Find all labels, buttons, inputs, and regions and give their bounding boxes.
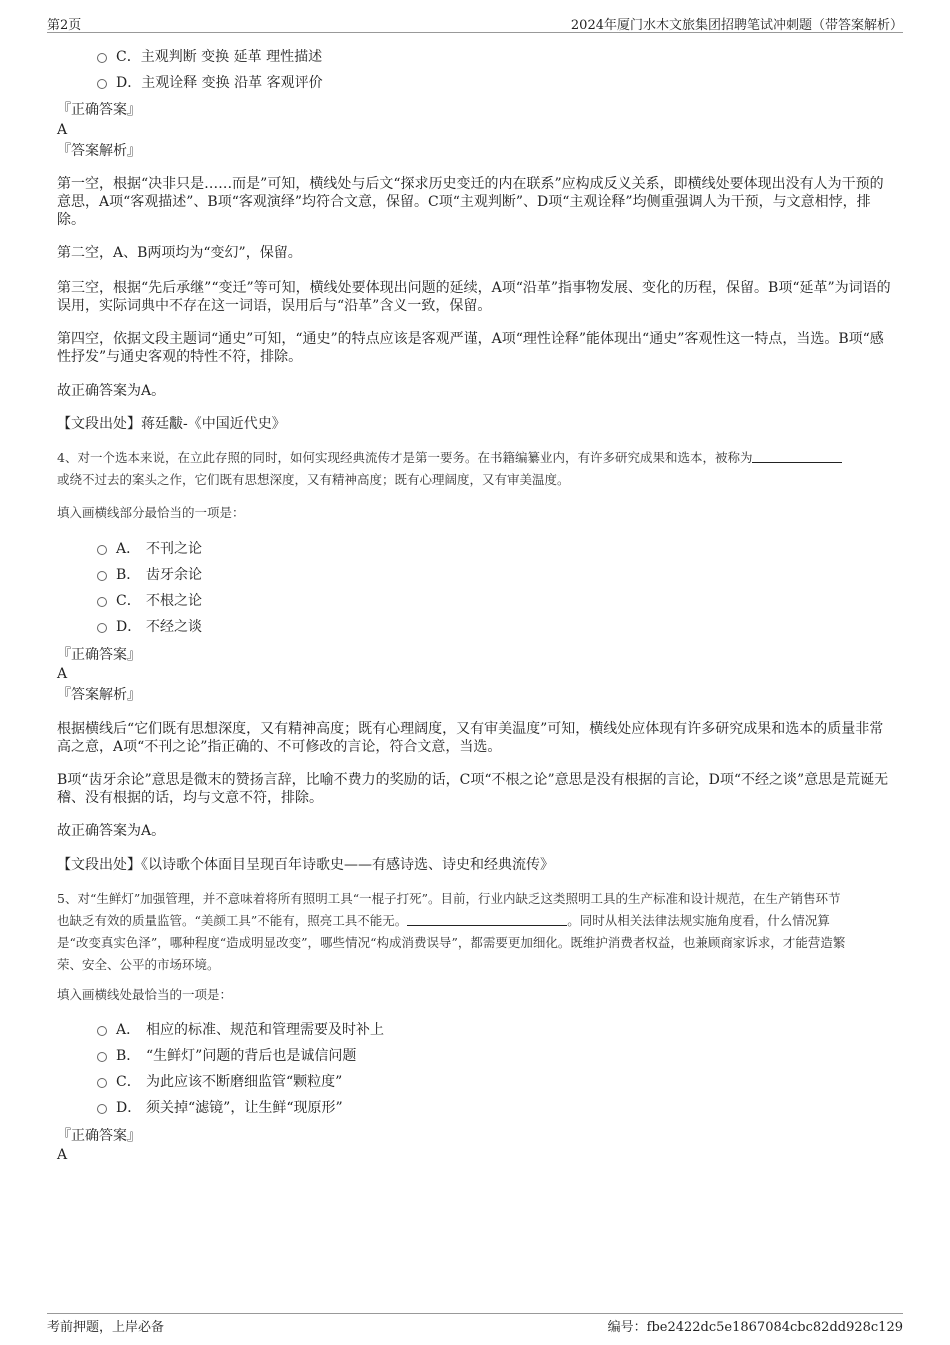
radio-icon[interactable]: [97, 1078, 107, 1088]
q4-source: 【文段出处】《以诗歌个体面目呈现百年诗歌史——有感诗选、诗史和经典流传》: [57, 857, 554, 873]
radio-icon[interactable]: [97, 571, 107, 581]
q5-answer-label: 『正确答案』: [57, 1128, 141, 1144]
q4-stem: 4、对一个选本来说，在立此存照的同时，如何实现经典流传才是第一要务。在书籍编纂业内，有许多研究成果和选本，被称为 或绕不过去的案头之作，它们既有思想深度，又有精神高度；既有心理阔度，又有审美温度。: [57, 447, 897, 491]
radio-icon[interactable]: [97, 1104, 107, 1114]
q5-option-c[interactable]: C． 为此应该不断磨细监管“颗粒度”: [97, 1072, 342, 1092]
q3-analysis-p4: 第四空，依据文段主题词“通史”可知，“通史”的特点应该是客观严谨，A项“理性诠释”能体现出“通史”客观性这一特点，当选。B项“感性抒发”与通史客观的特性不符，排除。: [57, 331, 884, 365]
page-footer: [47, 1313, 903, 1334]
q4-option-d[interactable]: D． 不经之谈: [97, 617, 202, 637]
q5-prompt: 填入画横线处最恰当的一项是：: [57, 987, 233, 1002]
q5-stem: 5、对“生鲜灯”加强管理，并不意味着将所有照明工具“一棍子打死”。目前，行业内缺乏这类照明工具的生产标准和设计规范，在生产销售环节 也缺乏有效的质量监管。“美颜工具”不能有，照亮工具不能无。 。同时从相关法律法规实施角度看，什么情况算 是“改变真实色泽”，哪种程度“造成明显改变”，哪些情况“构成消费误导”，都需要更加细化。既维护消费者权益，也兼顾商家诉求，才能营造繁 荣、安全、公平的市场环境。: [57, 891, 846, 972]
q5-blank: [407, 913, 567, 926]
footer-slogan: 考前押题，上岸必备: [47, 1320, 165, 1335]
q5-option-d[interactable]: D． 须关掉“滤镜”，让生鲜“现原形”: [97, 1098, 343, 1118]
q4-option-c[interactable]: C． 不根之论: [97, 591, 202, 611]
footer-serial: 编号：fbe2422dc5e1867084cbc82dd928c129: [607, 1320, 903, 1335]
q3-analysis-p1: 第一空，根据“决非只是……而是”可知，横线处与后文“探求历史变迁的内在联系”应构成反义关系，即横线处要体现出没有人为干预的意思，A项“客观描述”、B项“客观演绎”均符合文意，保留。C项“主观判断”、D项“主观诠释”均侧重强调人为干预，与文意相悖，排除。: [57, 176, 884, 228]
radio-icon[interactable]: [97, 1052, 107, 1062]
q3-option-c[interactable]: C．主观判断 变换 延革 理性描述: [97, 47, 322, 67]
q3-analysis-label: 『答案解析』: [57, 143, 141, 159]
page-number: 第2页: [47, 18, 82, 33]
radio-icon[interactable]: [97, 597, 107, 607]
q4-analysis-p1: 根据横线后“它们既有思想深度，又有精神高度；既有心理阔度，又有审美温度”可知，横线处应体现有许多研究成果和选本的质量非常高之意，A项“不刊之论”指正确的、不可修改的言论，符合文意，当选。: [57, 721, 884, 755]
q4-blank: [752, 450, 842, 463]
q3-answer-label: 『正确答案』: [57, 102, 141, 118]
q4-prompt: 填入画横线部分最恰当的一项是：: [57, 505, 245, 520]
q3-option-d[interactable]: D．主观诠释 变换 沿革 客观评价: [97, 73, 323, 93]
radio-icon[interactable]: [97, 545, 107, 555]
q4-analysis-label: 『答案解析』: [57, 687, 141, 703]
document-title: 2024年厦门水木文旅集团招聘笔试冲刺题（带答案解析）: [570, 18, 903, 33]
q3-source: 【文段出处】蒋廷黻-《中国近代史》: [57, 416, 286, 432]
radio-icon[interactable]: [97, 1026, 107, 1036]
q5-option-b[interactable]: B． “生鲜灯”问题的背后也是诚信问题: [97, 1046, 356, 1066]
q5-option-a[interactable]: A． 相应的标准、规范和管理需要及时补上: [97, 1020, 384, 1040]
q3-analysis-p2: 第二空，A、B两项均为“变幻”，保留。: [57, 245, 302, 261]
radio-icon[interactable]: [97, 623, 107, 633]
radio-icon[interactable]: [97, 79, 107, 89]
q3-analysis-p5: 故正确答案为A。: [57, 383, 166, 399]
q4-option-a[interactable]: A． 不刊之论: [97, 539, 202, 559]
q4-answer: A: [57, 666, 68, 682]
q3-answer: A: [57, 122, 68, 138]
q4-option-b[interactable]: B． 齿牙余论: [97, 565, 202, 585]
q3-analysis-p3: 第三空，根据“先后承继”“变迁”等可知，横线处要体现出问题的延续，A项“沿革”指事物发展、变化的历程，保留。B项“延革”为词语的误用，实际词典中不存在这一词语，误用后与“沿革”含义一致，保留。: [57, 280, 891, 314]
q5-answer: A: [57, 1147, 68, 1163]
q4-analysis-p3: 故正确答案为A。: [57, 823, 166, 839]
q4-analysis-p2: B项“齿牙余论”意思是微末的赞扬言辞，比喻不费力的奖励的话，C项“不根之论”意思是没有根据的言论，D项“不经之谈”意思是荒诞无稽、没有根据的话，均与文意不符，排除。: [57, 772, 889, 806]
radio-icon[interactable]: [97, 53, 107, 63]
page-header: [47, 14, 903, 33]
q4-answer-label: 『正确答案』: [57, 647, 141, 663]
